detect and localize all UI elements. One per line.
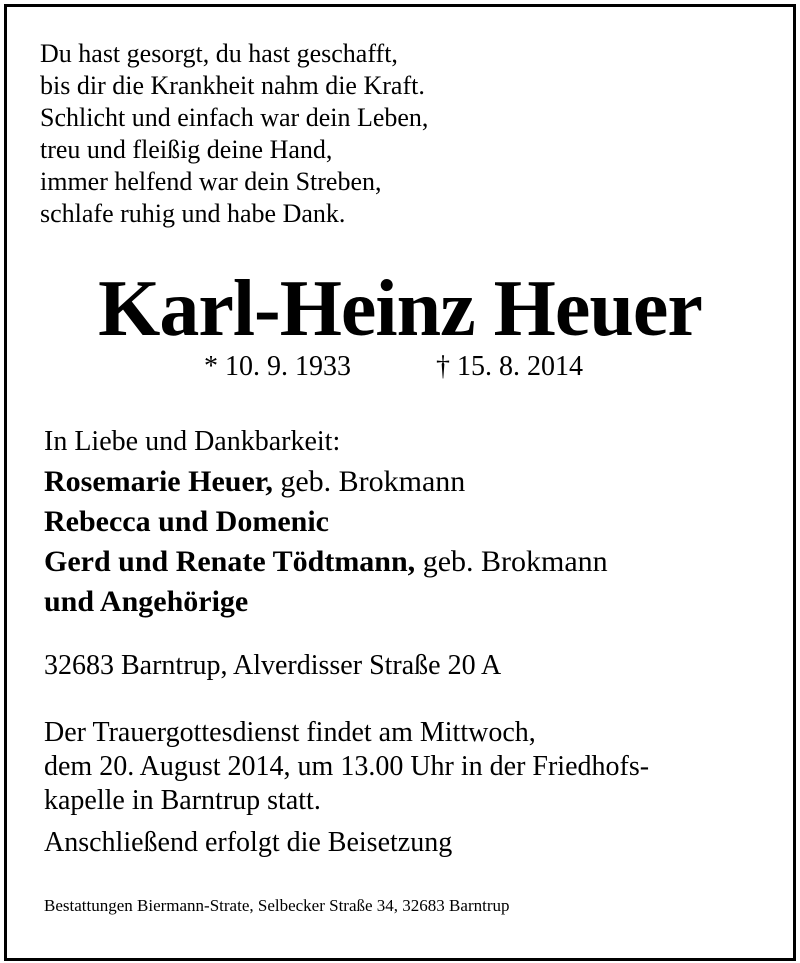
birth-date: * 10. 9. 1933 — [204, 351, 351, 382]
poem-line: immer helfend war dein Streben, — [40, 167, 382, 196]
mourner-entry — [44, 582, 608, 622]
service-line: kapelle in Barntrup statt. — [44, 785, 321, 816]
mourners-intro: In Liebe und Dankbarkeit: — [44, 426, 341, 457]
mourner-note: geb. Brokmann — [415, 545, 608, 578]
mourner-name: und Angehörige — [44, 585, 249, 618]
poem-line: Schlicht und einfach war dein Leben, — [40, 103, 429, 132]
poem-line: Du hast gesorgt, du hast geschafft, — [40, 39, 398, 68]
mourner-name: Rosemarie Heuer, — [44, 465, 273, 498]
mourner-entry — [44, 542, 608, 582]
funeral-service-info — [44, 716, 649, 860]
funeral-home-footer: Bestattungen Biermann-Strate, Selbecker Straße 34, 32683 Barntrup — [44, 896, 510, 915]
burial-note: Anschließend erfolgt die Beisetzung — [44, 827, 453, 858]
deceased-name: Karl-Heinz Heuer — [98, 265, 702, 353]
mourner-name: Gerd und Renate Tödtmann, — [44, 545, 416, 578]
death-date: † 15. 8. 2014 — [436, 351, 583, 382]
poem-line: treu und fleißig deine Hand, — [40, 135, 333, 164]
mourner-note: geb. Brokmann — [272, 465, 466, 498]
mourners-list — [44, 422, 608, 622]
mourner-entry — [44, 462, 608, 502]
service-line: dem 20. August 2014, um 13.00 Uhr in der Friedhofs- — [44, 751, 650, 782]
family-address: 32683 Barntrup, Alverdisser Straße 20 A — [44, 650, 502, 681]
service-line: Der Trauergottesdienst findet am Mittwoch, — [44, 717, 536, 748]
poem-line: schlafe ruhig und habe Dank. — [40, 199, 346, 228]
mourner-name: Rebecca und Domenic — [44, 505, 329, 538]
mourner-entry — [44, 502, 608, 542]
memorial-poem — [40, 38, 428, 230]
poem-line: bis dir die Krankheit nahm die Kraft. — [40, 71, 425, 100]
